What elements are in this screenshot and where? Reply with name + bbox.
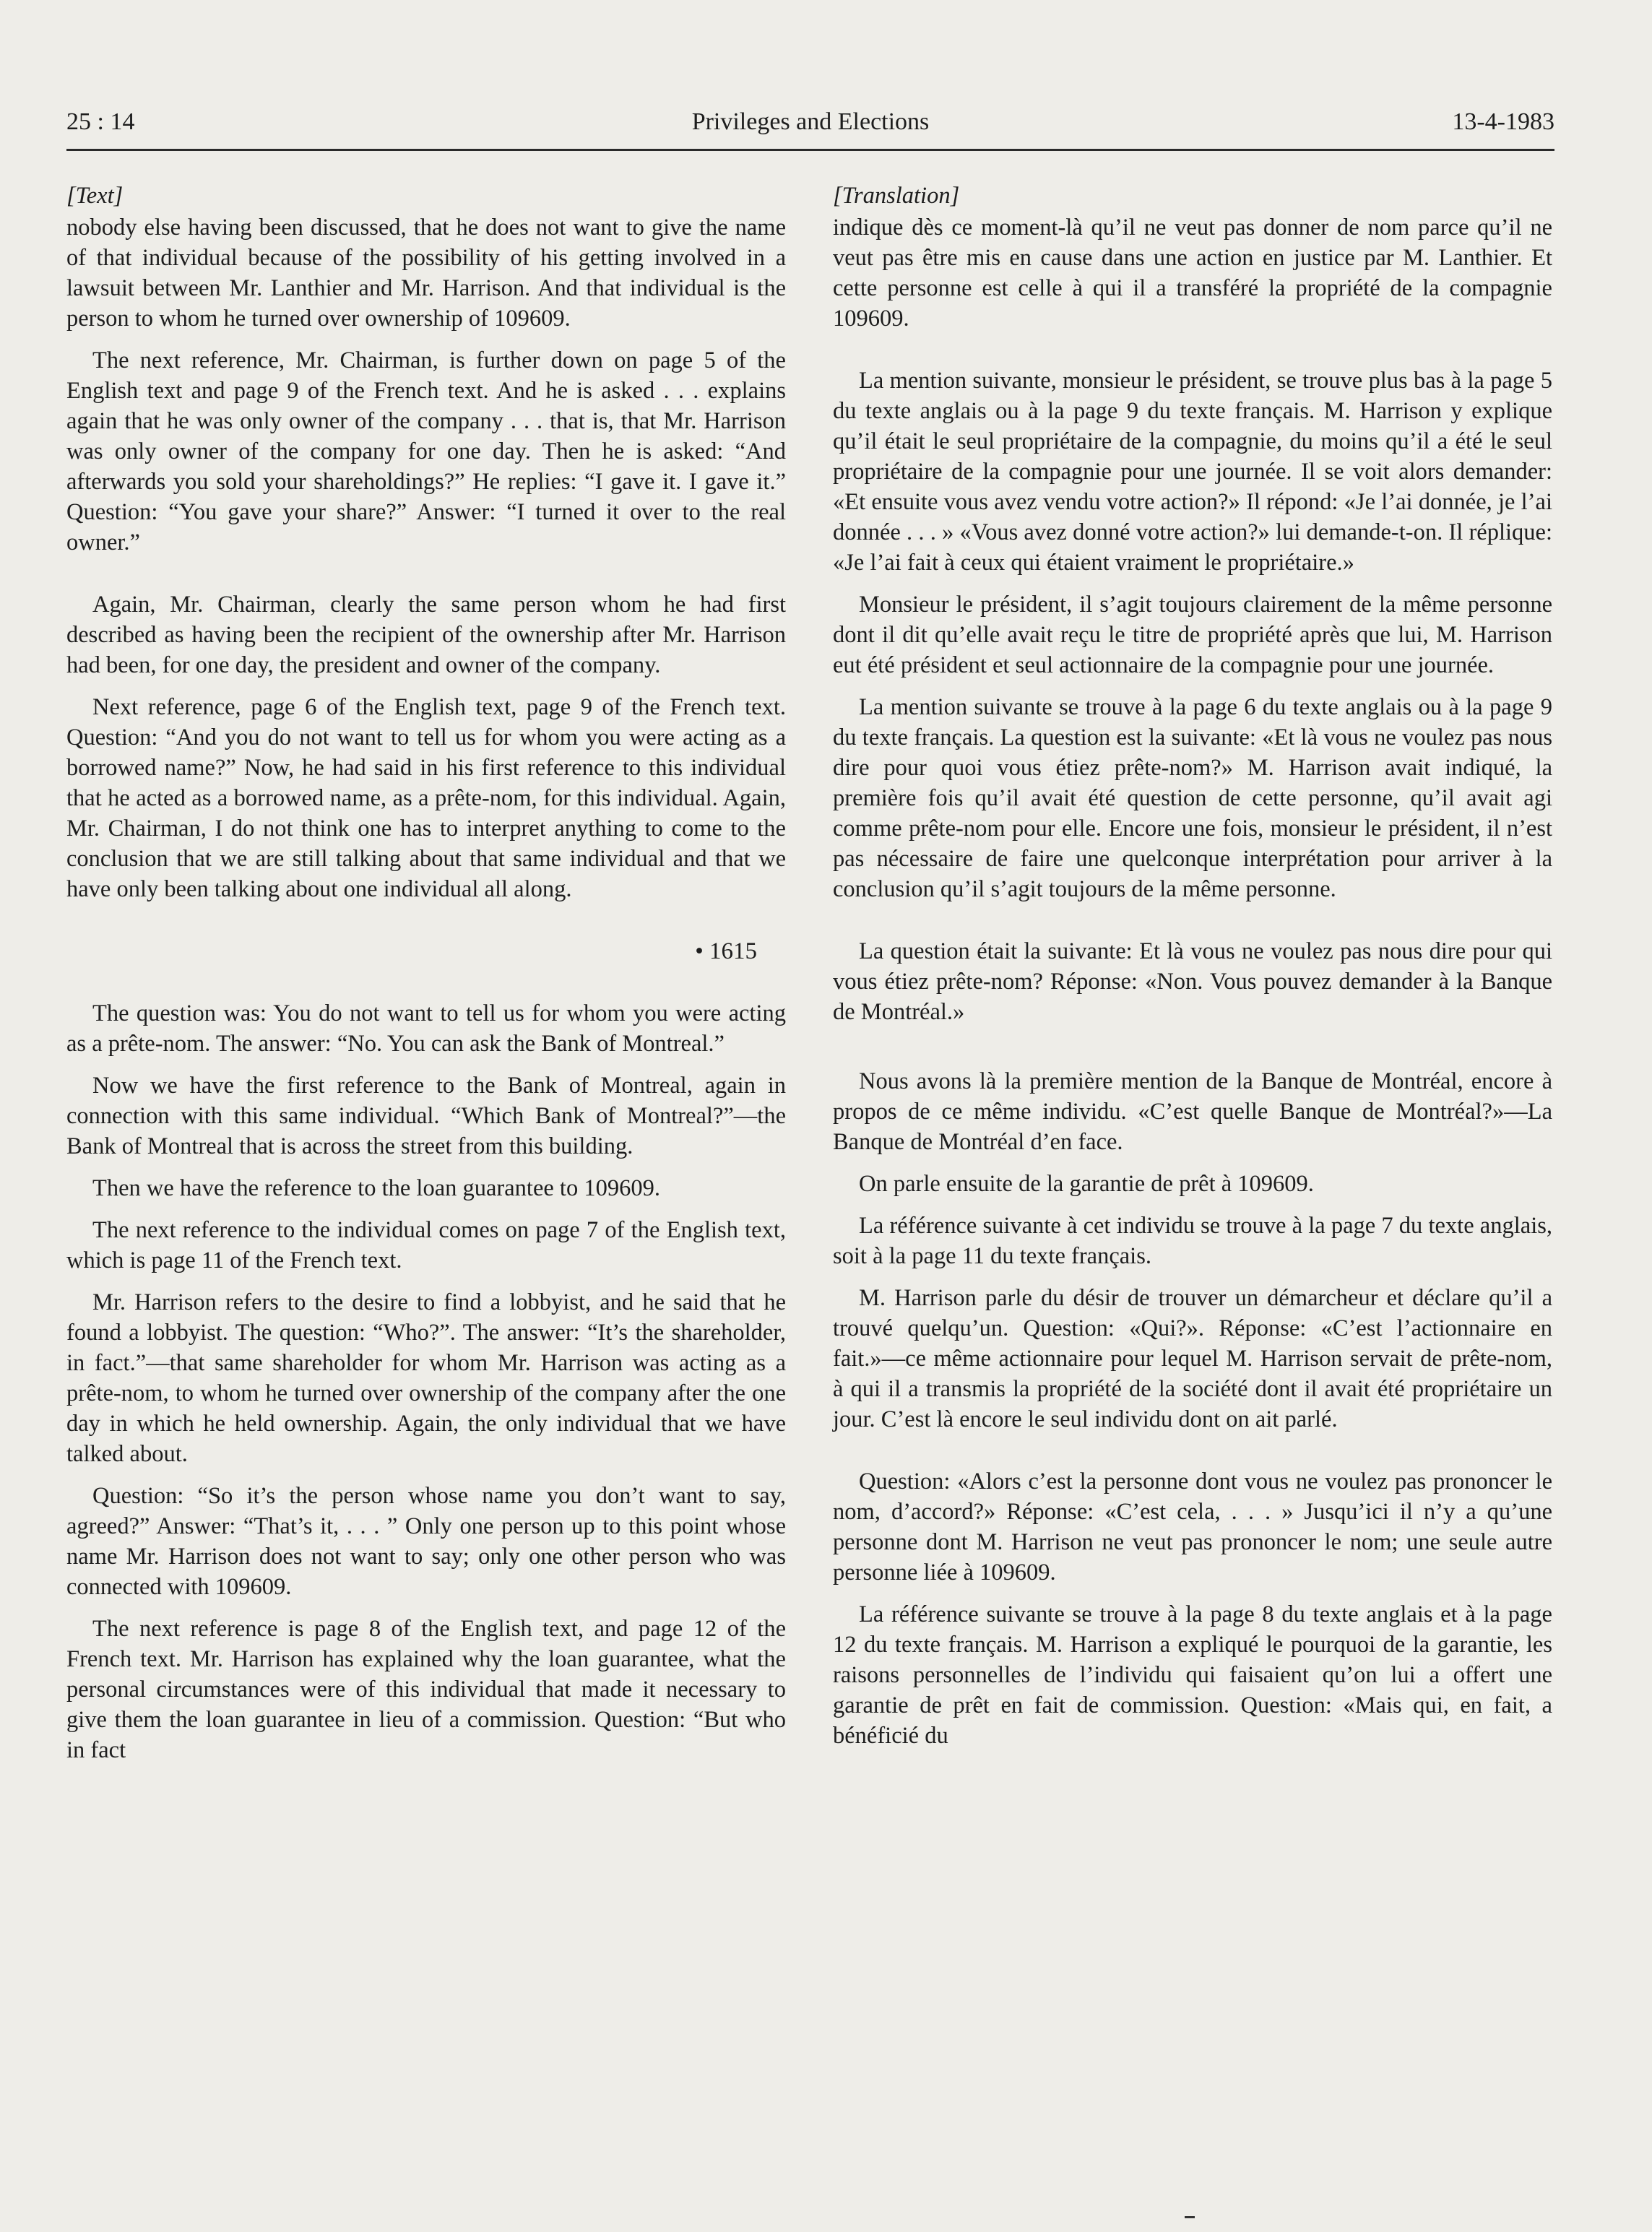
paragraph: Nous avons là la première mention de la Banque de Montréal, encore à propos de ce même individu. «C’est quelle Banque de Montréal?»—La Banque de Montréal d’en face. [833, 1068, 1552, 1155]
paragraph: M. Harrison parle du désir de trouver un démarcheur et déclare qu’il a trouvé quelqu’un. Question: «Qui?». Réponse: «C’est l’actionnaire en fait.»—ce même actionnaire pour lequel M. Harrison servait de prête-nom, à qui il a transmis la propriété de la société dont il avait été propriétaire un jour. C’est là encore le seul individu dont on ait parlé. [833, 1285, 1552, 1432]
header-rule [66, 149, 1554, 151]
paragraph: Again, Mr. Chairman, clearly the same person whom he had first described as having been the recipient of the ownership after Mr. Harrison had been, for one day, the president and owner of the company. [66, 592, 786, 678]
paragraph: The question was: You do not want to tell us for whom you were acting as a prête-nom. The answer: “No. You can ask the Bank of Montreal.” [66, 1000, 786, 1057]
paragraph: Mr. Harrison refers to the desire to find a lobbyist, and he said that he found a lobbyist. The question: “Who?”. The answer: “It’s the shareholder, in fact.”—that same shareholder for whom Mr. Harrison was acting as a prête-nom, to whom he turned over ownership of the company after the one day in which he held ownership. Again, the only individual that we have talked about. [66, 1289, 786, 1467]
paragraph: La mention suivante se trouve à la page 6 du texte anglais ou à la page 9 du texte français. La question est la suivante: «Et là vous ne voulez pas nous dire pour quoi vous étiez prête-nom?» M. Harrison avait indiqué, la première fois qu’il avait été question de cette personne, qu’il avait agi comme prête-nom pour elle. Encore une fois, monsieur le président, il n’est pas nécessaire de faire une quelconque interprétation pour arriver à la conclusion qu’il s’agit toujours de la même personne. [833, 694, 1552, 902]
paragraph: Then we have the reference to the loan guarantee to 109609. [92, 1175, 660, 1201]
paragraph: La mention suivante, monsieur le président, se trouve plus bas à la page 5 du texte anglais ou à la page 9 du texte français. M. Harrison y explique qu’il était le seul propriétaire de la compagnie, du moins qu’il a été le seul propriétaire de la compagnie pour une journée. Il se voit alors demander: «Et ensuite vous avez vendu votre action?» Il répond: «Je l’ai donnée, je l’ai donnée . . . » «Vous avez donné votre action?» lui demande-t-on. Il réplique: «Je l’ai fait à ceux qui étaient vraiment le propriétaire.» [833, 368, 1552, 576]
time-marker: • 1615 [695, 938, 757, 964]
publication-date: 13-4-1983 [1452, 108, 1554, 135]
paragraph: nobody else having been discussed, that he does not want to give the name of that individual because of the possibility of his getting involved in a lawsuit between Mr. Lanthier and Mr. Harrison. And that individual is the person to whom he turned over ownership of 109609. [66, 215, 786, 332]
print-mark [1185, 2216, 1195, 2218]
french-column [833, 181, 1552, 1762]
paragraph: The next reference is page 8 of the English text, and page 12 of the French text. Mr. Harrison has explained why the loan guarantee, what the personal circumstances were of this individual that made it necessary to give them the loan guarantee in lieu of a commission. Question: “But who in fact [66, 1616, 786, 1763]
column-label-translation: [Translation] [833, 183, 960, 209]
paragraph: The next reference, Mr. Chairman, is further down on page 5 of the English text and page 9 of the French text. And he is asked . . . explains again that he was only owner of the company . . . that is, that Mr. Harrison was only owner of the company for one day. Then he is asked: “And afterwards you sold your shareholdings?” He replies: “I gave it. I gave it.” Question: “You gave your share?” Answer: “I turned it over to the real owner.” [66, 347, 786, 555]
paragraph: La référence suivante à cet individu se trouve à la page 7 du texte anglais, soit à la page 11 du texte français. [833, 1213, 1552, 1269]
column-label-text: [Text] [66, 183, 124, 209]
paragraph: Monsieur le président, il s’agit toujours clairement de la même personne dont il dit qu’elle avait reçu le titre de propriété après que lui, M. Harrison eut été président et seul actionnaire de la compagnie pour une journée. [833, 592, 1552, 678]
publication-title: Privileges and Elections [691, 108, 930, 135]
paragraph: Next reference, page 6 of the English text, page 9 of the French text. Question: “And you do not want to tell us for whom you were acting as a borrowed name?” Now, he had said in his first reference to this individual that he acted as a borrowed name, as a prête-nom, for this individual. Again, Mr. Chairman, I do not think one has to interpret anything to come to the conclusion that we are still talking about that same individual and that we have only been talking about one individual all along. [66, 694, 786, 902]
paragraph: On parle ensuite de la garantie de prêt à 109609. [859, 1171, 1314, 1197]
paragraph: Question: “So it’s the person whose name you don’t want to say, agreed?” Answer: “That’s it, . . . ” Only one person up to this point whose name Mr. Harrison does not want to say; only one other person who was connected with 109609. [66, 1483, 786, 1600]
running-header [66, 108, 1554, 146]
page-number: 25 : 14 [66, 108, 135, 135]
paragraph: La référence suivante se trouve à la page 8 du texte anglais et à la page 12 du texte français. M. Harrison a expliqué le pourquoi de la garantie, les raisons personnelles de l’individu qui faisaient qu’on lui a offert une garantie de prêt en fait de commission. Question: «Mais qui, en fait, a bénéficié du [833, 1601, 1552, 1749]
english-column [66, 181, 786, 1777]
paragraph: The next reference to the individual comes on page 7 of the English text, which is page 11 of the French text. [66, 1217, 786, 1273]
paragraph: La question était la suivante: Et là vous ne voulez pas nous dire pour qui vous étiez prête-nom? Réponse: «Non. Vous pouvez demander à la Banque de Montréal.» [833, 938, 1552, 1025]
paragraph: indique dès ce moment-là qu’il ne veut pas donner de nom parce qu’il ne veut pas être mis en cause dans une action en justice par M. Lanthier. Et cette personne est celle à qui il a transféré la propriété de la compagnie 109609. [833, 215, 1552, 332]
paragraph: Now we have the first reference to the Bank of Montreal, again in connection with this same individual. “Which Bank of Montreal?”—the Bank of Montreal that is across the street from this building. [66, 1073, 786, 1159]
paragraph: Question: «Alors c’est la personne dont vous ne voulez pas prononcer le nom, d’accord?» Réponse: «C’est cela, . . . » Jusqu’ici il n’y a qu’une personne dont M. Harrison ne veut pas prononcer le nom; une seule autre personne liée à 109609. [833, 1468, 1552, 1586]
